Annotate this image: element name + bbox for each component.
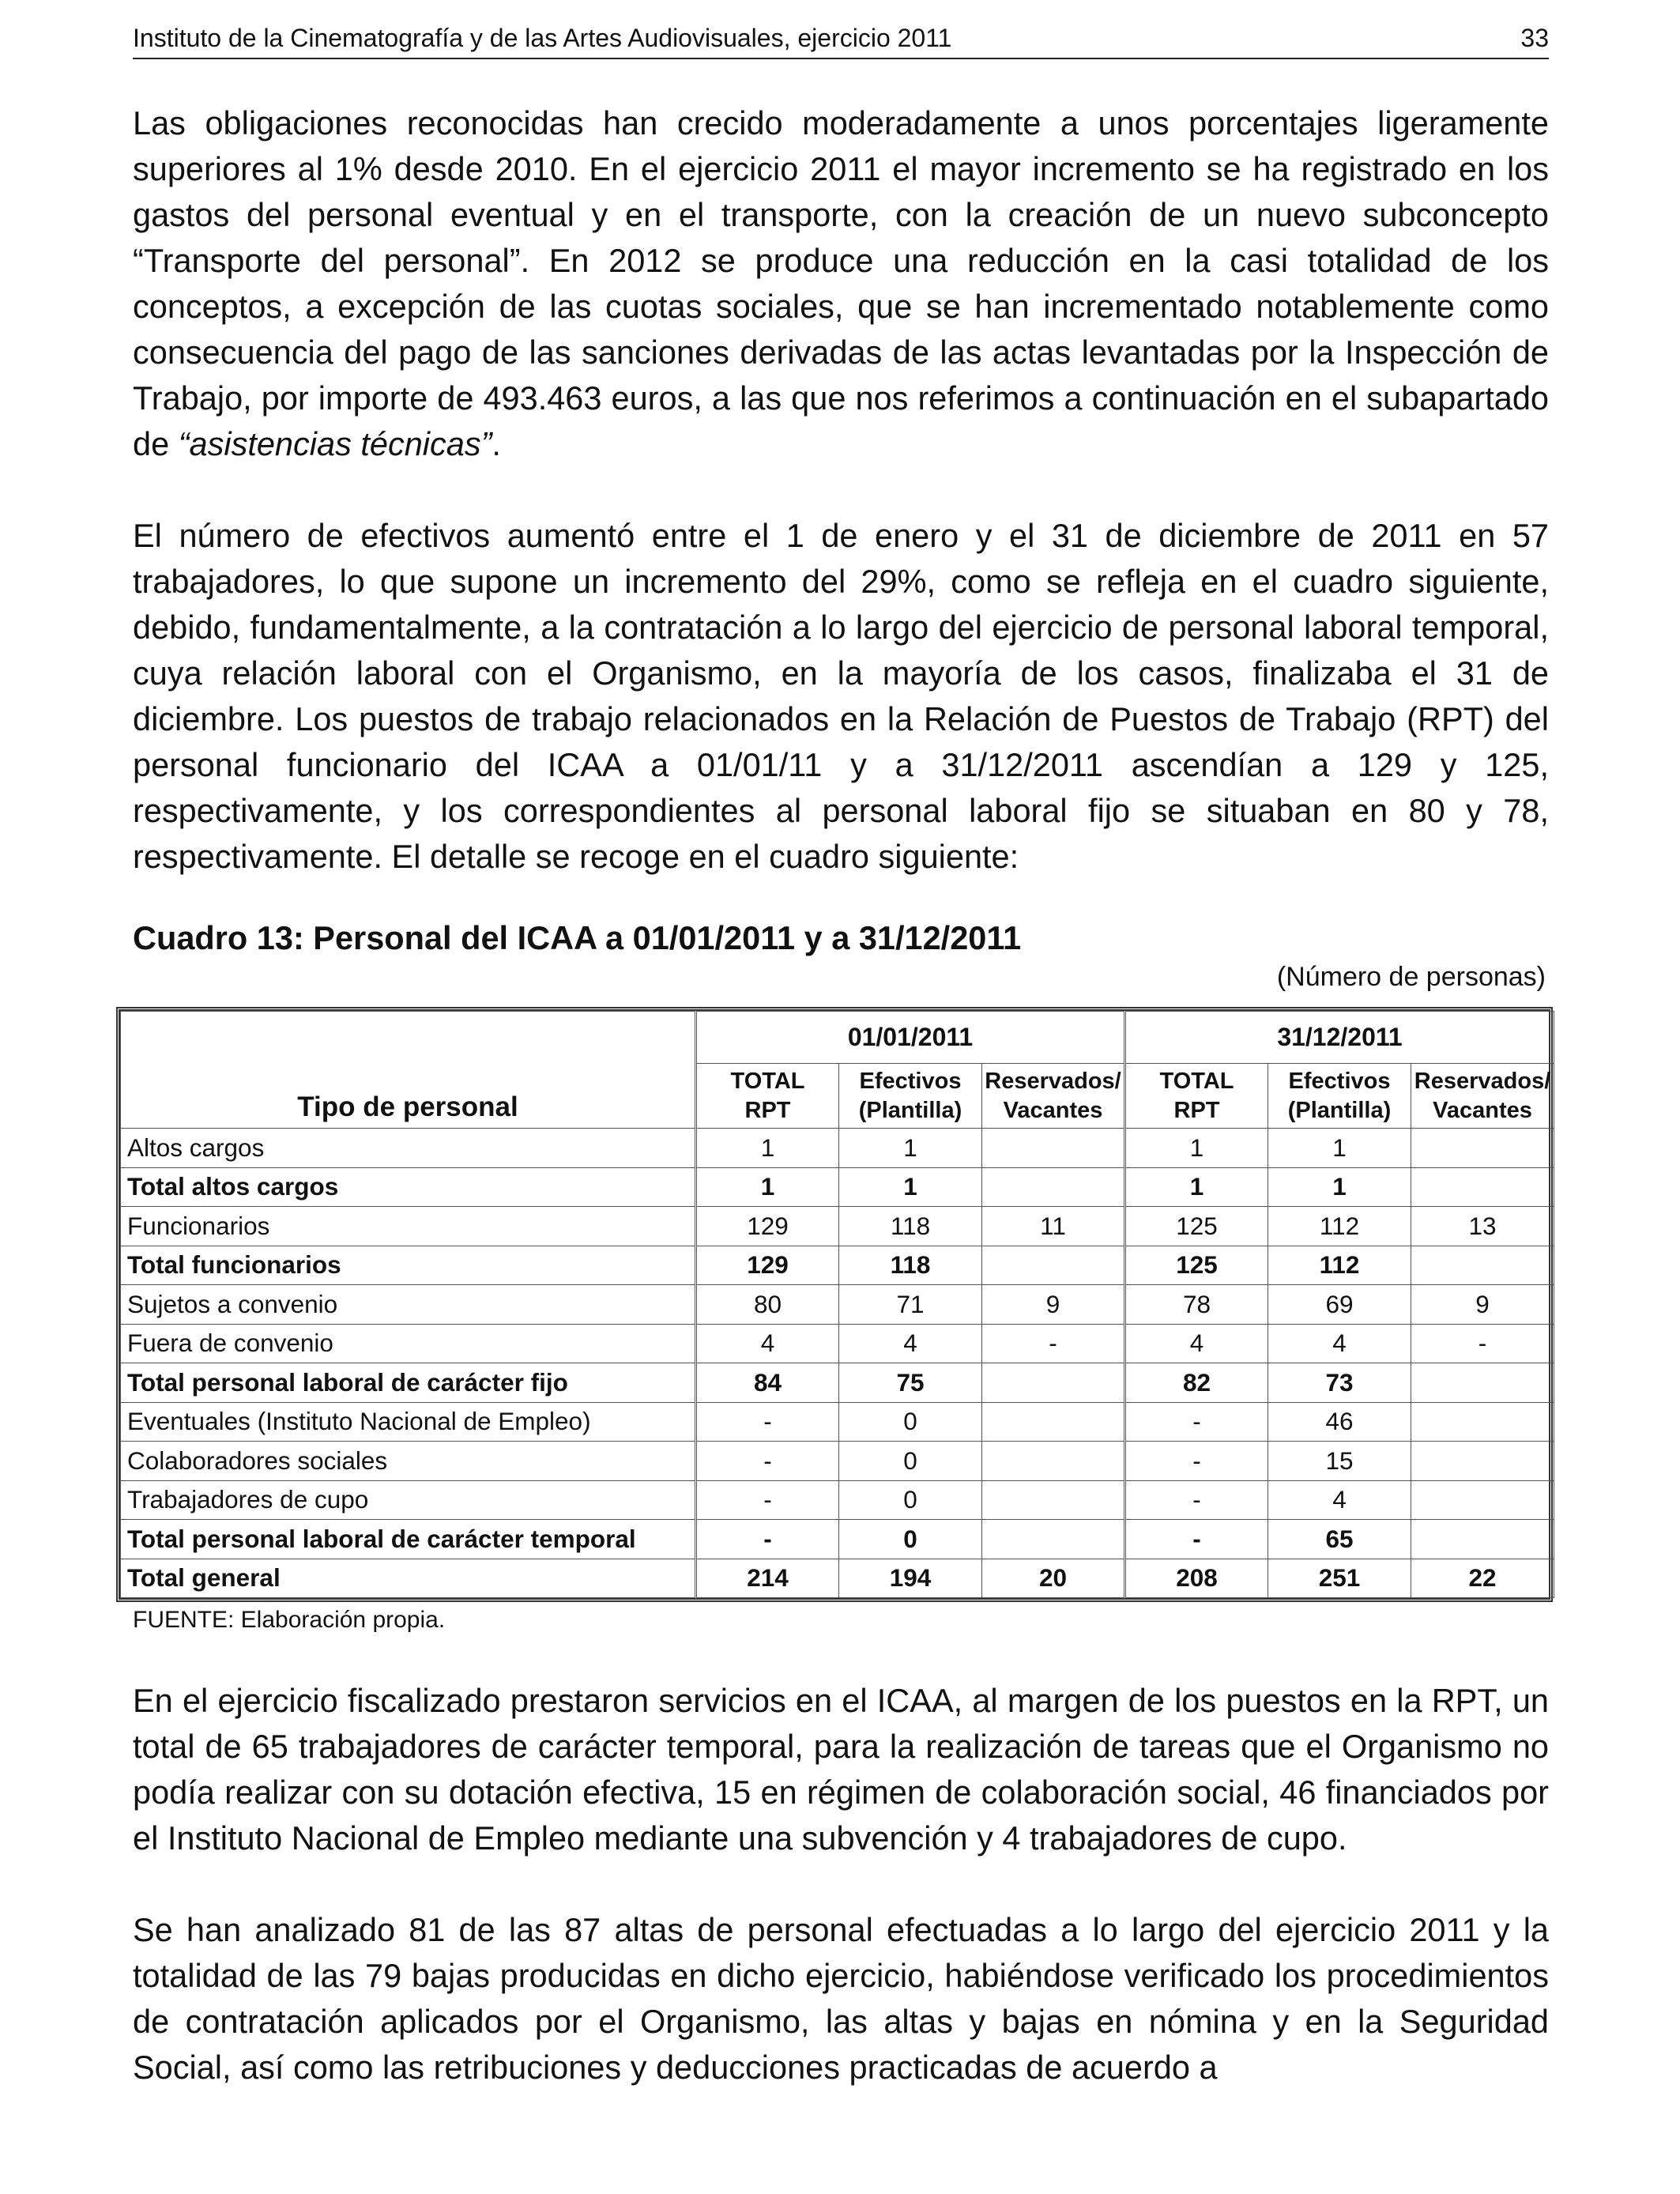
cell: 112 [1268,1207,1411,1246]
table-row-total [121,1520,1554,1559]
col-total-rpt-line2: RPT [1173,1097,1220,1123]
cell: 4 [1125,1324,1268,1363]
cell: 84 [696,1363,839,1403]
col-reservados-1 [982,1064,1125,1129]
col-reservados-line2: Vacantes [1003,1097,1103,1123]
cell [982,1480,1125,1520]
cell: 129 [696,1246,839,1285]
paragraph-1-text: Las obligaciones reconocidas han crecido moderadamente a unos porcentajes ligeramente superiores al 1% desde 2010. En el ejercicio 2011 el mayor incremento se ha registrado en los gastos del personal eventual y en el transporte, con la creación de un nuevo subconcepto “Transporte del personal”. En 2012 se produce una reducción en la casi totalidad de los conceptos, a excepción de las cuotas sociales, que se han incrementado notablemente como consecuencia del pago de las sanciones derivadas de las actas levantadas por la Inspección de Trabajo, por importe de 493.463 euros, a las que nos referimos a continuación en el subapartado de [133,104,1549,462]
cell [1411,1167,1554,1207]
paragraph-3: En el ejercicio fiscalizado prestaron servicios en el ICAA, al margen de los puestos en la RPT, un total de 65 trabajadores de carácter temporal, para la realización de tareas que el Organismo no podía realizar con su dotación efectiva, 15 en régimen de colaboración social, 46 financiados por el Instituto Nacional de Empleo mediante una subvención y 4 trabajadores de cupo. [133,1682,1549,1857]
personnel-table-frame [116,1007,1553,1602]
cell: 75 [839,1363,982,1403]
paragraph-1-italic: “asistencias técnicas” [178,425,492,462]
table-row [121,1402,1554,1442]
col-efectivos-line1: Efectivos [1288,1068,1391,1094]
cell [1411,1129,1554,1168]
cell: 4 [839,1324,982,1363]
cell [982,1363,1125,1403]
cell: 0 [839,1480,982,1520]
cell: - [1125,1402,1268,1442]
paragraph-2: El número de efectivos aumentó entre el 1 de enero y el 31 de diciembre de 2011 en 57 trabajadores, lo que supone un incremento del 29%, como se refleja en el cuadro siguiente, debido, fundamentalmente, a la contratación a lo largo del ejercicio de personal laboral temporal, cuya relación laboral con el Organismo, en la mayoría de los casos, finalizaba el 31 de diciembre. Los puestos de trabajo relacionados en la Relación de Puestos de Trabajo (RPT) del personal funcionario del ICAA a 01/01/11 y a 31/12/2011 ascendían a 129 y 125, respectivamente, y los correspondientes al personal laboral fijo se situaban en 80 y 78, respectivamente. El detalle se recoge en el cuadro siguiente: [133,517,1549,875]
table-source: FUENTE: Elaboración propia. [133,1607,446,1633]
cell: 125 [1125,1207,1268,1246]
table-body [121,1129,1554,1598]
paragraph-1 [133,100,1549,467]
cell: 129 [696,1207,839,1246]
cell: 4 [1268,1324,1411,1363]
cell: 9 [1411,1285,1554,1325]
table-row-total [121,1167,1554,1207]
col-efectivos-line2: (Plantilla) [1287,1097,1392,1123]
personnel-table [120,1011,1554,1598]
table-row [121,1324,1554,1363]
cell: 73 [1268,1363,1411,1403]
cell: 4 [1268,1480,1411,1520]
cell: 20 [982,1559,1125,1598]
cell [982,1246,1125,1285]
table-row [121,1285,1554,1325]
cell: 80 [696,1285,839,1325]
col-total-rpt-1 [696,1064,839,1129]
table-title: Cuadro 13: Personal del ICAA a 01/01/2011 y a 31/12/2011 [133,919,1022,956]
col-total-rpt-line1: TOTAL [1159,1068,1234,1094]
cell: 46 [1268,1402,1411,1442]
tipo-header: Tipo de personal [121,1012,696,1129]
table-row-total [121,1246,1554,1285]
cell: 11 [982,1207,1125,1246]
date1-header: 01/01/2011 [696,1012,1125,1064]
col-total-rpt-line2: RPT [744,1097,791,1123]
col-efectivos-1 [839,1064,982,1129]
col-reservados-line1: Reservados/ [1414,1068,1551,1094]
cell: 9 [982,1285,1125,1325]
row-label: Trabajadores de cupo [121,1480,696,1520]
cell: 251 [1268,1559,1411,1598]
cell [1411,1480,1554,1520]
row-label: Total personal laboral de carácter fijo [121,1363,696,1403]
row-label: Total funcionarios [121,1246,696,1285]
cell [1411,1520,1554,1559]
page-header [133,24,1549,59]
col-efectivos-line1: Efectivos [859,1068,962,1094]
cell: 0 [839,1402,982,1442]
cell: 0 [839,1442,982,1481]
cell: - [696,1480,839,1520]
row-label: Total altos cargos [121,1167,696,1207]
cell: 1 [1268,1167,1411,1207]
cell: 1 [696,1167,839,1207]
col-efectivos-line2: (Plantilla) [858,1097,962,1123]
cell: 69 [1268,1285,1411,1325]
paragraph-4: Se han analizado 81 de las 87 altas de personal efectuadas a lo largo del ejercicio 2011 y la totalidad de las 79 bajas producidas en dicho ejercicio, habiéndose verificado los procedimientos de contratación aplicados por el Organismo, las altas y bajas en nómina y en la Seguridad Social, así como las retribuciones y deducciones practicadas de acuerdo a [133,1911,1549,2086]
cell [1411,1363,1554,1403]
cell: - [696,1442,839,1481]
col-total-rpt-line1: TOTAL [730,1068,805,1094]
paragraph-1-end: . [492,425,501,462]
col-total-rpt-2 [1125,1064,1268,1129]
table-row-total [121,1363,1554,1403]
row-label: Eventuales (Instituto Nacional de Empleo) [121,1402,696,1442]
cell [1411,1402,1554,1442]
table-row [121,1129,1554,1168]
row-label: Sujetos a convenio [121,1285,696,1325]
cell: - [1125,1442,1268,1481]
table-row [121,1442,1554,1481]
cell: 194 [839,1559,982,1598]
cell: - [696,1402,839,1442]
cell [982,1442,1125,1481]
cell: 125 [1125,1246,1268,1285]
header-title: Instituto de la Cinematografía y de las Artes Audiovisuales, ejercicio 2011 [133,24,952,52]
col-reservados-line2: Vacantes [1433,1097,1532,1123]
cell: 4 [696,1324,839,1363]
cell: 214 [696,1559,839,1598]
cell: - [982,1324,1125,1363]
row-label: Colaboradores sociales [121,1442,696,1481]
table-row [121,1480,1554,1520]
cell: 82 [1125,1363,1268,1403]
cell [982,1129,1125,1168]
document-page [127,24,1551,2090]
cell: 118 [839,1207,982,1246]
table-row-grand-total [121,1559,1554,1598]
col-efectivos-2 [1268,1064,1411,1129]
cell: 65 [1268,1520,1411,1559]
row-label: Funcionarios [121,1207,696,1246]
cell: 22 [1411,1559,1554,1598]
page-number: 33 [1520,24,1549,52]
cell: - [1125,1520,1268,1559]
cell: - [1411,1324,1554,1363]
cell: 1 [1125,1167,1268,1207]
table-row [121,1207,1554,1246]
cell [982,1520,1125,1559]
cell: 1 [1125,1129,1268,1168]
cell: - [696,1520,839,1559]
cell [982,1402,1125,1442]
cell: - [1125,1480,1268,1520]
cell [1411,1442,1554,1481]
cell: 15 [1268,1442,1411,1481]
row-label: Total general [121,1559,696,1598]
cell: 78 [1125,1285,1268,1325]
cell: 1 [696,1129,839,1168]
cell: 1 [1268,1129,1411,1168]
date2-header: 31/12/2011 [1125,1012,1554,1064]
cell [1411,1246,1554,1285]
cell: 1 [839,1167,982,1207]
cell: 1 [839,1129,982,1168]
row-label: Altos cargos [121,1129,696,1168]
row-label: Total personal laboral de carácter temporal [121,1520,696,1559]
col-reservados-line1: Reservados/ [985,1068,1121,1094]
cell: 13 [1411,1207,1554,1246]
col-reservados-2 [1411,1064,1554,1129]
cell: 118 [839,1246,982,1285]
cell: 208 [1125,1559,1268,1598]
table-units: (Número de personas) [1276,962,1546,992]
cell [982,1167,1125,1207]
cell: 0 [839,1520,982,1559]
cell: 112 [1268,1246,1411,1285]
cell: 71 [839,1285,982,1325]
row-label: Fuera de convenio [121,1324,696,1363]
